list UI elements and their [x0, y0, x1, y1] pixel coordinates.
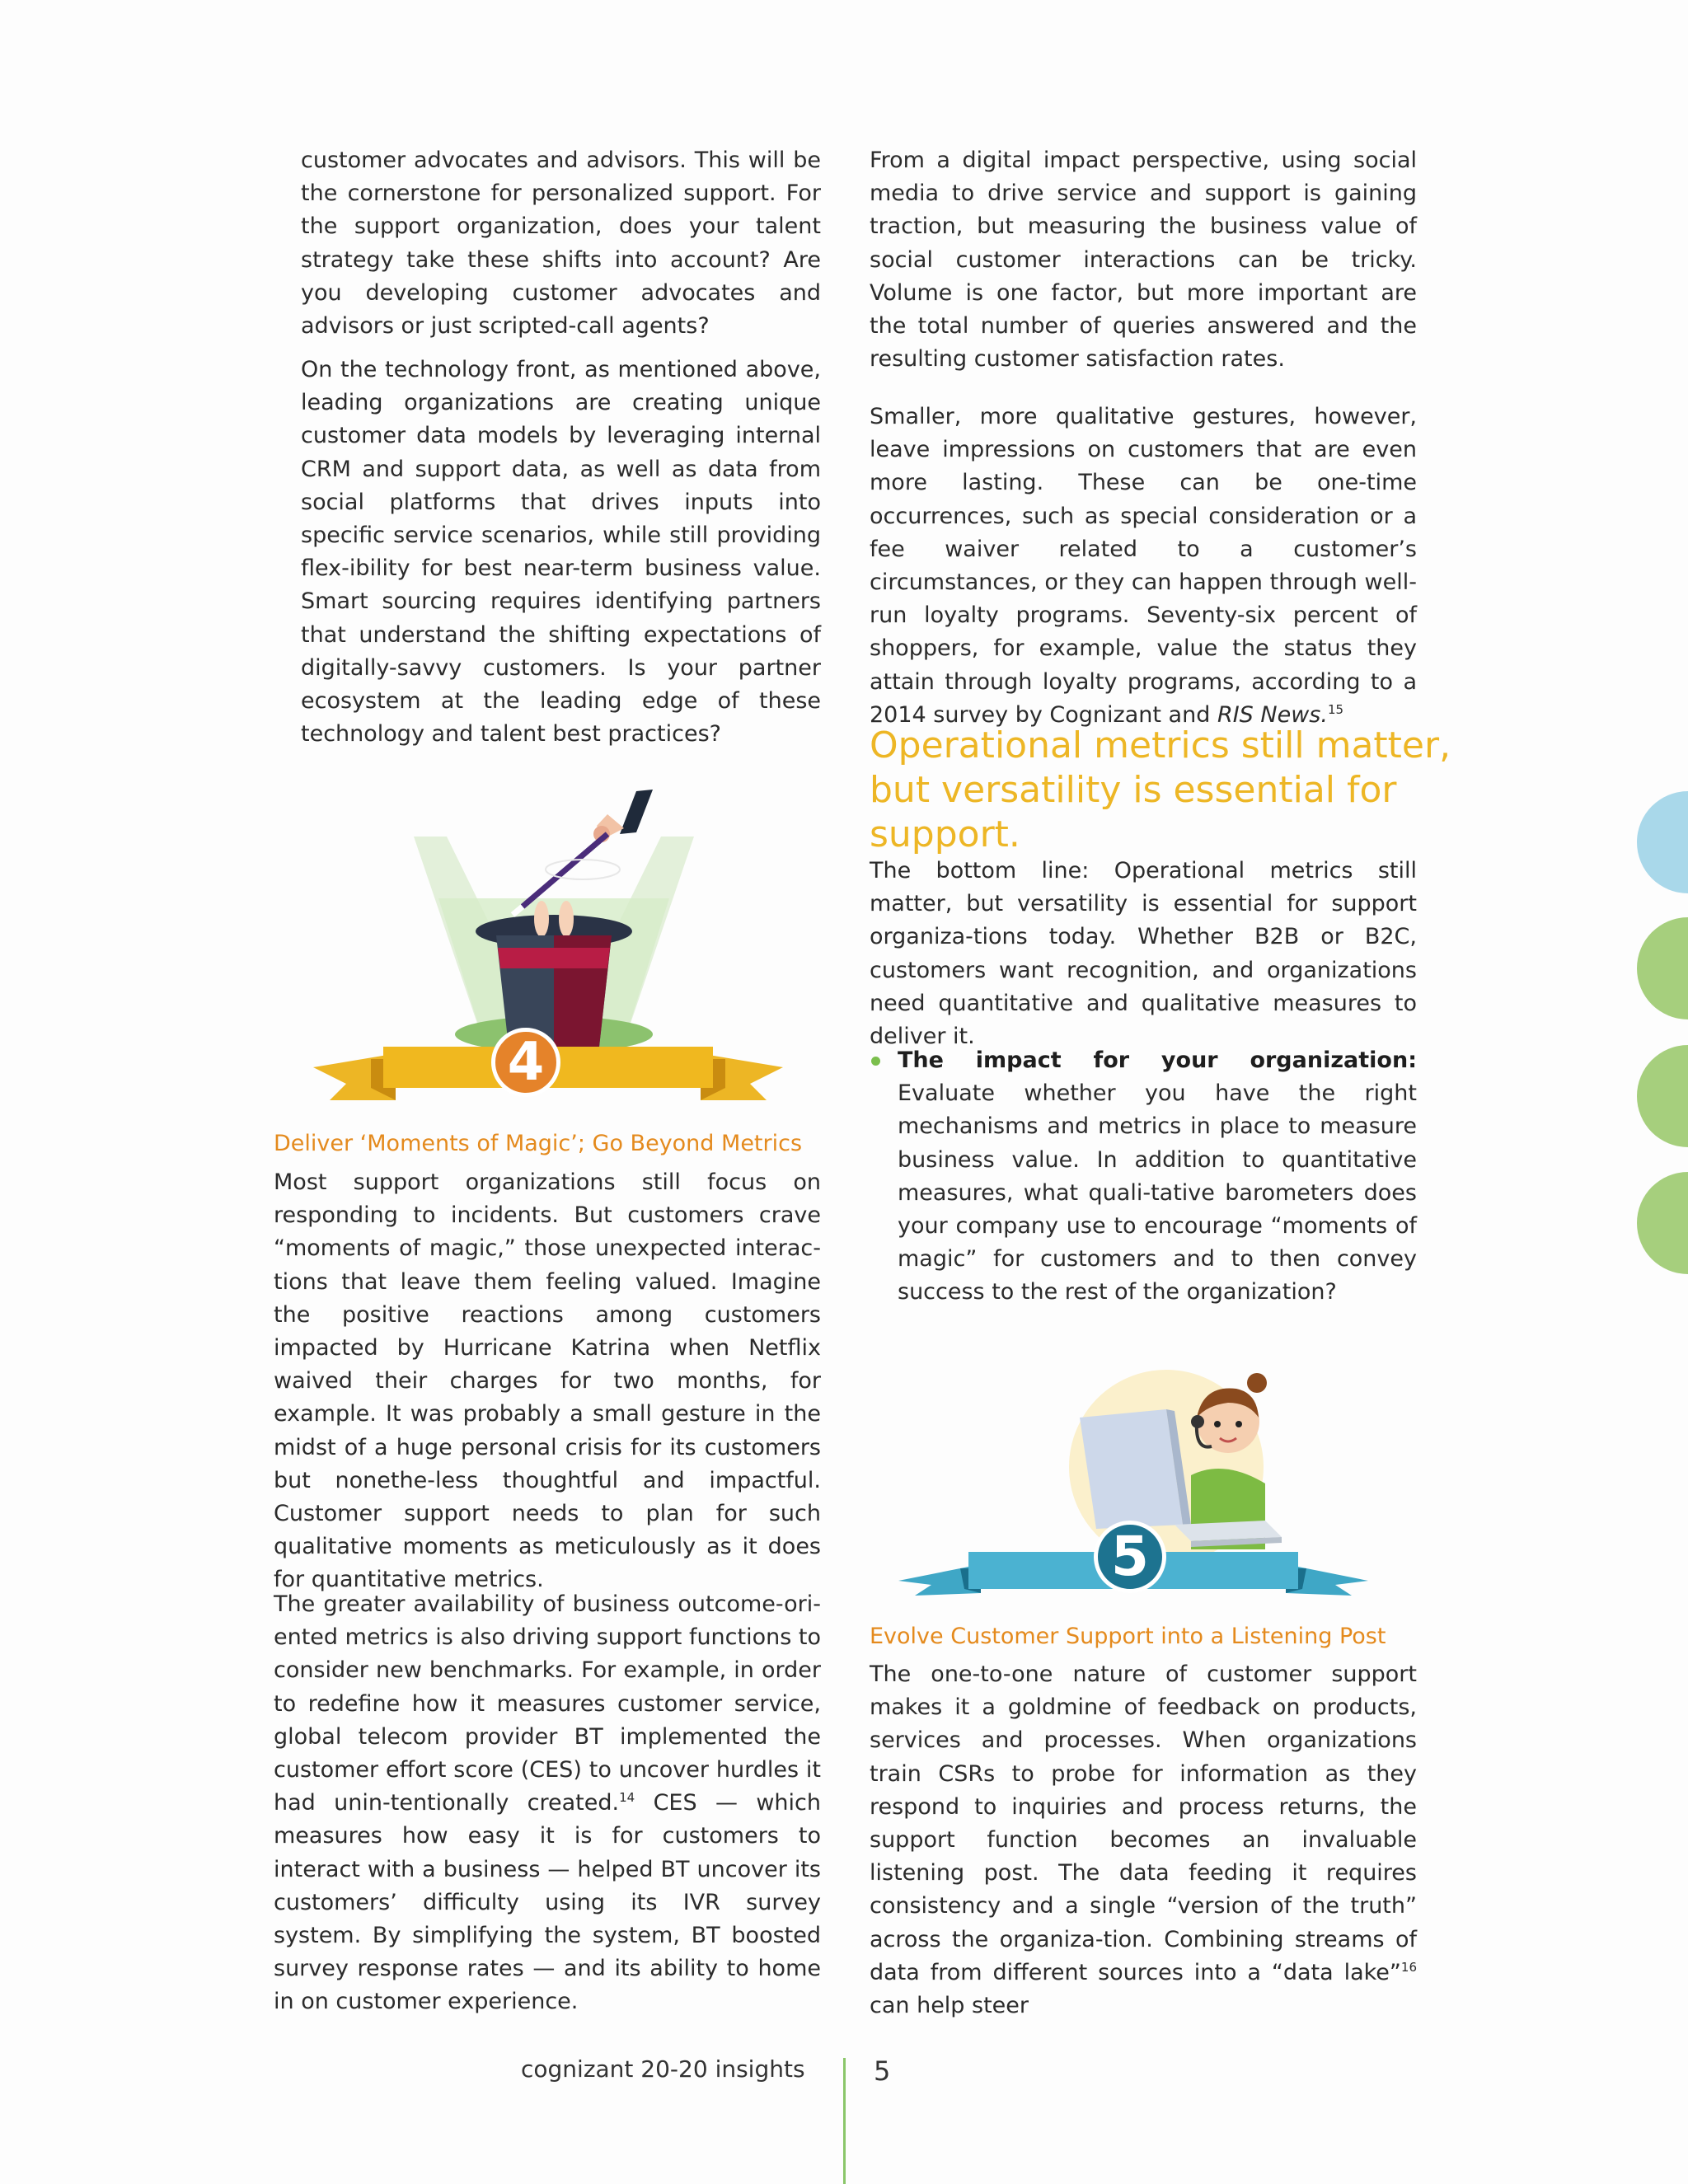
side-dot-green-3 — [1637, 1172, 1688, 1274]
section5-title: Evolve Customer Support into a Listening Post — [870, 1624, 1386, 1649]
footnote-14: 14 — [619, 1790, 635, 1806]
section-heading: Operational metrics still matter, but versatility is essential for support. — [870, 724, 1451, 855]
number-4: 4 — [507, 1032, 545, 1093]
footer-divider — [843, 2058, 846, 2184]
right-paragraph-2: Smaller, more qualitative gestures, however, leave impressions on customers that are even more lasting. These can be one-time occurrences, such as special consideration or a fee waiver related to a customer’s circumstances, or they can happen through well-run loyalty programs. Seventy-six percent of shoppers, for example, value the status they attain through loyalty programs, according to a 2014 survey by Cognizant and RIS News.$^{15}$ — [870, 404, 1417, 728]
left-paragraph-4: The greater availability of business outcome-ori-ented metrics is also driving support functions to consider new benchmarks. For example, in order to redefine how it measures customer service, global telecom provider BT implemented the customer effort score (CES) to uncover hurdles it had unin-tentionally created.$^{14}$ CES — which measures how easy it is for customers to interact with a business — helped BT uncover its customers’ difficulty using its IVR survey system. By simplifying the system, BT boosted survey response rates — and its ability to home in on customer experience. — [274, 1591, 822, 2015]
right-paragraph-1: From a digital impact perspective, using social media to drive service and support is gaining traction, but measuring the business value of social customer interactions can be tricky. Volume is one factor, but more important are the total number of queries answered and the resulting customer satisfaction rates. — [870, 148, 1417, 373]
footnote-16: 16 — [1400, 1959, 1417, 1975]
section4-title: Deliver ‘Moments of Magic’; Go Beyond Metrics — [274, 1131, 803, 1156]
side-dot-blue — [1637, 791, 1688, 893]
footnote-15: 15 — [1327, 701, 1344, 717]
number-badge-5 — [1094, 1521, 1166, 1593]
side-dot-green-1 — [1637, 917, 1688, 1019]
right-paragraph-4: The one-to-one nature of customer support makes it a goldmine of feedback on products, services and processes. When organizations train CSRs to probe for information as they respond to inquiries and process returns, the support function becomes an invaluable listening post. The data feeding it requires consistency and a single “version of the truth” across the organiza-tion. Combining streams of data from different sources into a “data lake”$^{16}$ can help steer — [870, 1661, 1417, 2019]
number-badge-4 — [491, 1028, 560, 1097]
impact-bullet: The impact for your organization: Evaluate whether you have the right mechanisms and metrics in place to measure business value. In addition to quantitative measures, what quali-tative barometers does your company use to encourage “moments of magic” for customers and to then convey success to the rest of the organization? — [870, 1044, 1417, 1310]
right-paragraph-3: The bottom line: Operational metrics still matter, but versatility is essential for support organiza-tions today. Whether B2B or B2C, customers want recognition, and organizations need quantitative and qualitative measures to deliver it. — [870, 858, 1417, 1050]
number-5: 5 — [1111, 1525, 1149, 1588]
left-paragraph-1: customer advocates and advisors. This will be the cornerstone for personalized support. For the support organization, does your talent strategy take these shifts into account? Are you developing customer advocates and advisors or just scripted-call agents? — [301, 148, 821, 340]
side-dot-green-2 — [1637, 1045, 1688, 1147]
left-paragraph-2: On the technology front, as mentioned above, leading organizations are creating unique customer data models by leveraging internal CRM and support data, as well as data from social platforms that drives inputs into specific service scenarios, while still providing flex-ibility for best near-term business value. Smart sourcing requires identifying partners that understand the shifting expectations of digitally-savvy customers. Is your partner ecosystem at the leading edge of these technology and talent best practices? — [301, 357, 821, 748]
page-number: 5 — [874, 2055, 891, 2087]
left-paragraph-3: Most support organizations still focus on responding to incidents. But customers crave “moments of magic,” those unexpected interac-tions that leave them feeling valued. Imagine the positive reactions among customers impacted by Hurricane Katrina when Netflix waived their charges for two months, for example. It was probably a small gesture in the midst of a huge personal crisis for its customers but nonethe-less thoughtful and impactful. Customer support needs to plan for such qualitative moments as meticulously as it does for quantitative metrics. — [274, 1169, 821, 1593]
footer-publication: cognizant 20-20 insights — [521, 2055, 805, 2083]
